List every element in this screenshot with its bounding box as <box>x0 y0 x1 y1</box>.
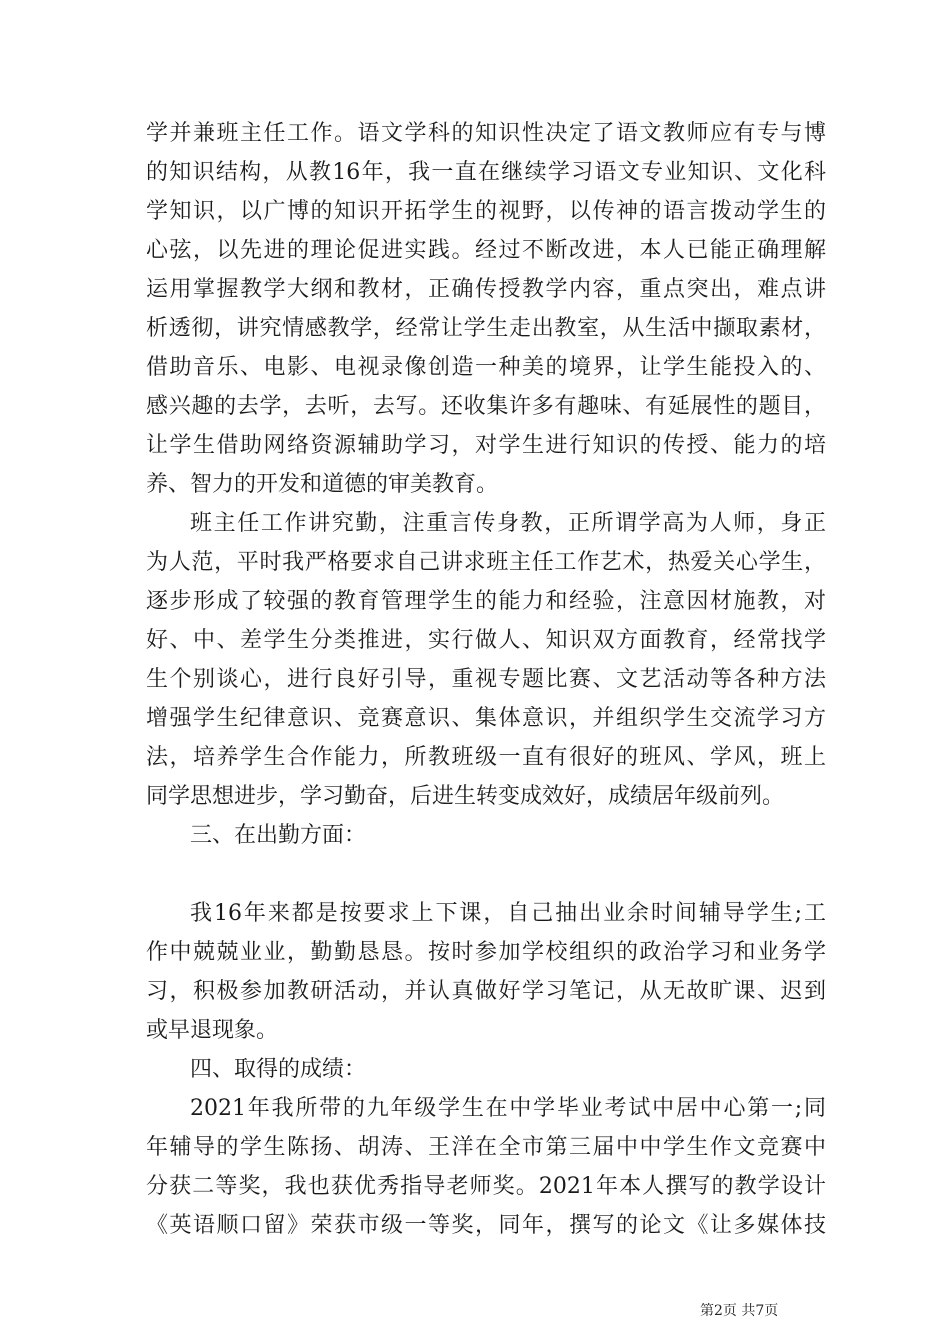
text-line: 增强学生纪律意识、竞赛意识、集体意识，并组织学生交流学习方 <box>146 706 826 731</box>
text-line: 《英语顺口留》荣获市级一等奖，同年，撰写的论文《让多媒体技 <box>146 1213 826 1238</box>
text-line: 我16年来都是按要求上下课，自己抽出业余时间辅导学生;工 <box>190 901 826 926</box>
text-line: 作中兢兢业业，勤勤恳恳。按时参加学校组织的政治学习和业务学 <box>146 940 826 965</box>
text-line: 好、中、差学生分类推进，实行做人、知识双方面教育，经常找学 <box>146 628 826 653</box>
text-line: 借助音乐、电影、电视录像创造一种美的境界，让学生能投入的、 <box>146 355 826 380</box>
text-line: 逐步形成了较强的教育管理学生的能力和经验，注意因材施教，对 <box>146 589 826 614</box>
text-line: 感兴趣的去学，去听，去写。还收集许多有趣味、有延展性的题目， <box>146 394 826 419</box>
text-line: 或早退现象。 <box>146 1018 279 1043</box>
text-line: 同学思想进步，学习勤奋，后进生转变成效好，成绩居年级前列。 <box>146 784 785 809</box>
text-line: 运用掌握教学大纲和教材，正确传授教学内容，重点突出，难点讲 <box>146 277 826 302</box>
text-line: 让学生借助网络资源辅助学习，对学生进行知识的传授、能力的培 <box>146 433 826 458</box>
page-number: 第2页 共7页 <box>700 1303 779 1319</box>
section-heading: 四、取得的成绩： <box>190 1057 367 1082</box>
text-line: 分获二等奖，我也获优秀指导老师奖。2021年本人撰写的教学设计 <box>146 1174 826 1199</box>
text-line: 为人范，平时我严格要求自己讲求班主任工作艺术，热爱关心学生， <box>146 550 826 575</box>
text-line: 养、智力的开发和道德的审美教育。 <box>146 472 499 497</box>
text-line: 习，积极参加教研活动，并认真做好学习笔记，从无故旷课、迟到 <box>146 979 826 1004</box>
section-heading: 三、在出勤方面： <box>190 823 367 848</box>
text-line: 班主任工作讲究勤，注重言传身教，正所谓学高为人师，身正 <box>190 511 826 536</box>
text-line: 2021年我所带的九年级学生在中学毕业考试中居中心第一;同 <box>190 1096 826 1121</box>
text-line: 学并兼班主任工作。语文学科的知识性决定了语文教师应有专与博 <box>146 121 826 146</box>
text-line: 的知识结构，从教16年，我一直在继续学习语文专业知识、文化科 <box>146 160 826 185</box>
text-line: 学知识，以广博的知识开拓学生的视野，以传神的语言拨动学生的 <box>146 199 826 224</box>
text-line: 生个别谈心，进行良好引导，重视专题比赛、文艺活动等各种方法 <box>146 667 826 692</box>
text-line: 心弦，以先进的理论促进实践。经过不断改进，本人已能正确理解 <box>146 238 826 263</box>
text-line: 年辅导的学生陈扬、胡涛、王洋在全市第三届中中学生作文竞赛中 <box>146 1135 826 1160</box>
text-line: 法，培养学生合作能力，所教班级一直有很好的班风、学风，班上 <box>146 745 826 770</box>
text-line: 析透彻，讲究情感教学，经常让学生走出教室，从生活中撷取素材， <box>146 316 826 341</box>
